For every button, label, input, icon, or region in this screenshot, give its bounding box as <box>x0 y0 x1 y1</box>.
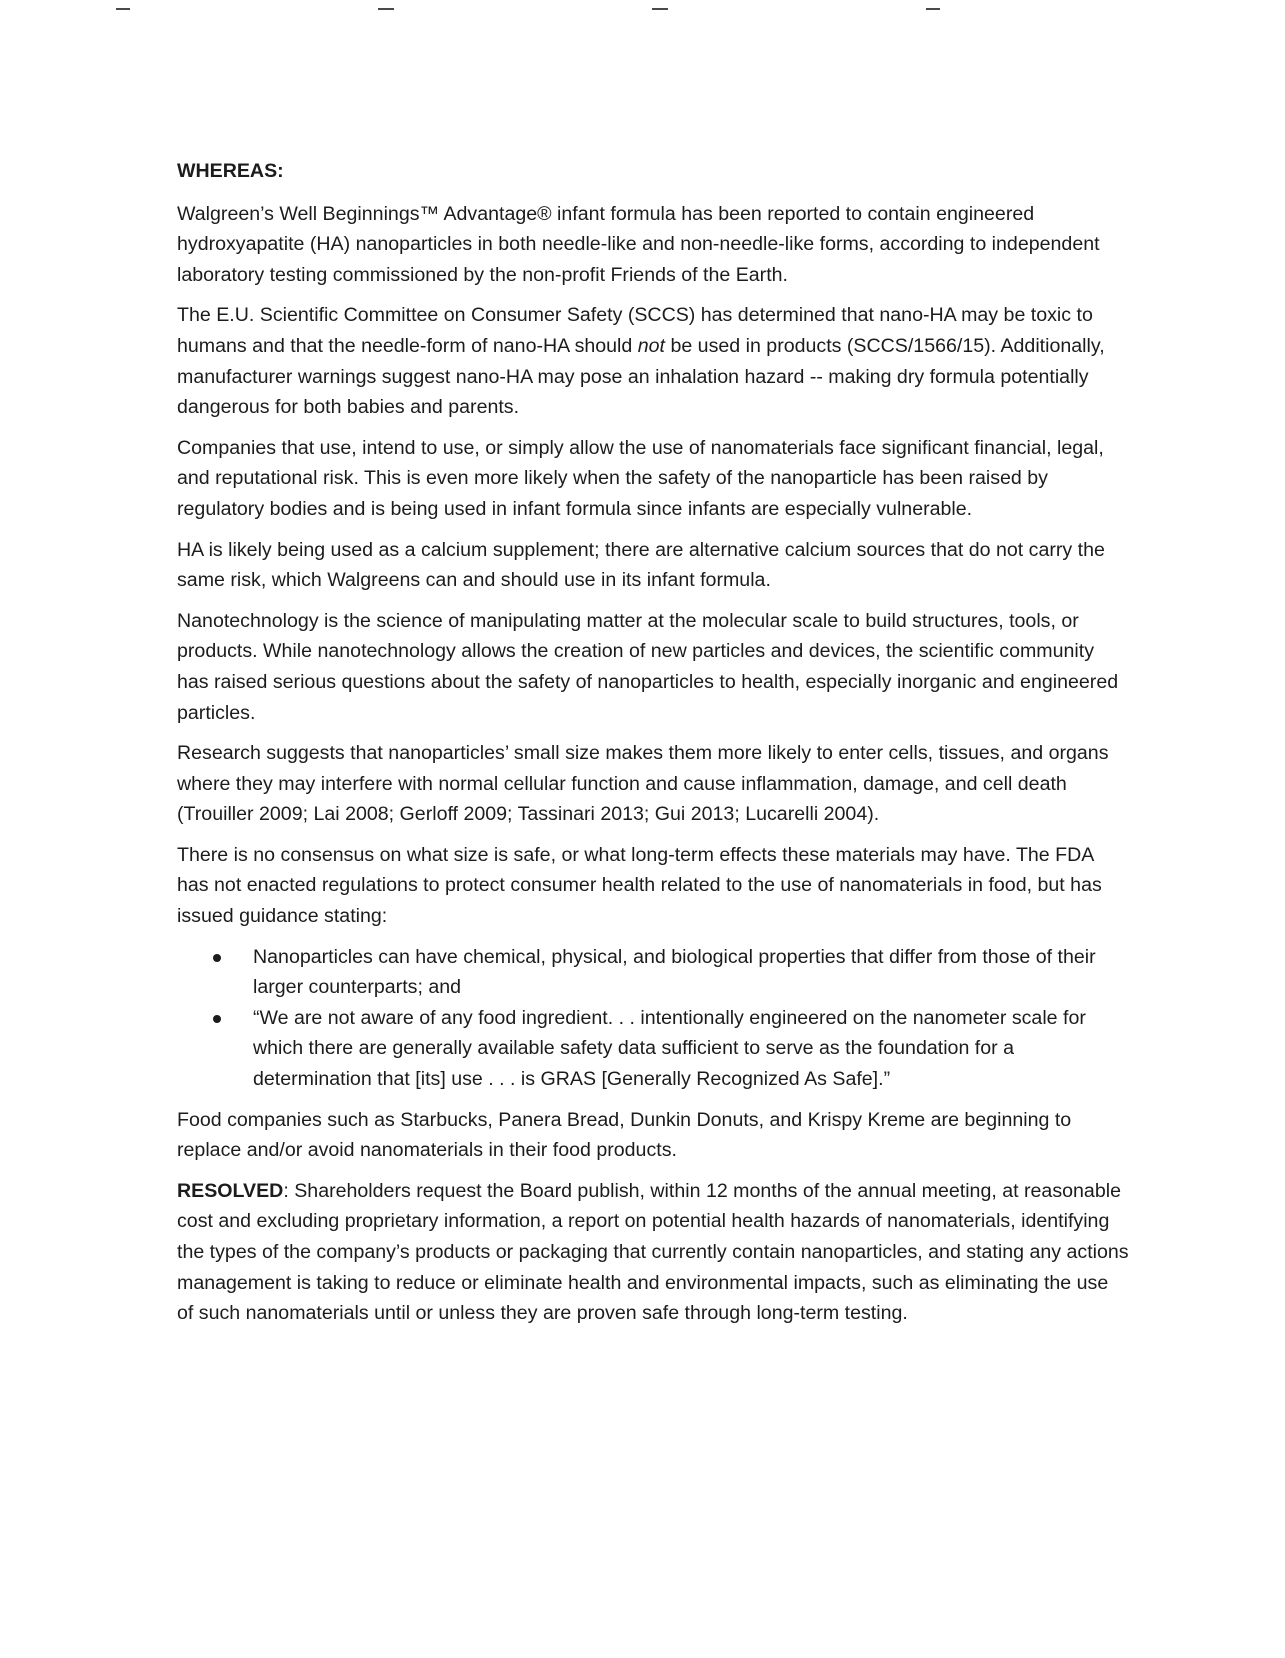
emphasis-not: not <box>637 334 665 357</box>
list-item <box>177 1003 1129 1095</box>
paragraph-company-risk: Companies that use, intend to use, or simply allow the use of nanomaterials face significant financial, legal, and reputational risk. This is even more likely when the safety of the nanoparticle has been raised by regulatory bodies and is being used in infant formula since infants are especially vulnerable. <box>177 436 1104 520</box>
paragraph-eu-sccs-text: The E.U. Scientific Committee on Consumer Safety (SCCS) has determined that nano-HA may be toxic to humans and that the needle-form of nano-HA should <box>177 304 1093 357</box>
paragraph-research: Research suggests that nanoparticles’ small size makes them more likely to enter cells, tissues, and organs where they may interfere with normal cellular function and cause inflammation, damage, and cell death (Trouiller 2009; Lai 2008; Gerloff 2009; Tassinari 2013; Gui 2013; Lucarelli 2004). <box>177 742 1109 826</box>
paragraph-walgreens-formula: Walgreen’s Well Beginnings™ Advantage® infant formula has been reported to contain engineered hydroxyapatite (HA) nanoparticles in both needle-like and non-needle-like forms, according to independent laboratory testing commissioned by the non-profit Friends of the Earth. <box>177 202 1100 286</box>
list-item-text: “We are not aware of any food ingredient. . . intentionally engineered on the nanometer scale for which there are generally available safety data sufficient to serve as the foundation for a determination that [its] use . . . is GRAS [Generally Recognized As Safe].” <box>253 1006 1086 1091</box>
fda-guidance-list <box>177 942 1129 1095</box>
scan-mark <box>378 8 394 10</box>
list-item <box>177 942 1129 1003</box>
scan-mark <box>652 8 668 10</box>
paragraph-fda: There is no consensus on what size is safe, or what long-term effects these materials may have. The FDA has not enacted regulations to protect consumer health related to the use of nanomaterials in food, but has issued guidance stating: <box>177 843 1102 928</box>
paragraph-eu-sccs <box>177 300 1129 422</box>
paragraph-food-companies: Food companies such as Starbucks, Panera Bread, Dunkin Donuts, and Krispy Kreme are beginning to replace and/or avoid nanomaterials in their food products. <box>177 1108 1072 1162</box>
scan-mark <box>116 8 130 10</box>
document-page <box>177 156 1129 1339</box>
paragraph-eu-sccs-text-continued: be used in products (SCCS/1566/15). Additionally, manufacturer warnings suggest nano-HA may pose an inhalation hazard -- making dry formula potentially dangerous for both babies and parents. <box>177 334 1105 419</box>
resolved-paragraph <box>177 1176 1129 1329</box>
paragraph-nanotechnology: Nanotechnology is the science of manipulating matter at the molecular scale to build structures, tools, or products. While nanotechnology allows the creation of new particles and devices, the scientific community has raised serious questions about the safety of nanoparticles to health, especially inorganic and engineered particles. <box>177 609 1119 724</box>
whereas-heading: WHEREAS: <box>177 160 284 182</box>
scan-mark <box>926 8 940 10</box>
resolved-text: : Shareholders request the Board publish, within 12 months of the annual meeting, at reasonable cost and excluding proprietary information, a report on potential health hazards of nanomaterials, identifying the types of the company’s products or packaging that currently contain nanoparticles, and stating any actions management is taking to reduce or eliminate health and environmental impacts, such as eliminating the use of such nanomaterials until or unless they are proven safe through long-term testing. <box>177 1179 1129 1325</box>
bullet-icon <box>213 1015 221 1023</box>
paragraph-calcium-supplement: HA is likely being used as a calcium supplement; there are alternative calcium sources that do not carry the same risk, which Walgreens can and should use in its infant formula. <box>177 538 1105 592</box>
resolved-label: RESOLVED <box>177 1179 284 1202</box>
bullet-icon <box>213 954 221 962</box>
list-item-text: Nanoparticles can have chemical, physical, and biological properties that differ from those of their larger counterparts; and <box>253 945 1096 999</box>
